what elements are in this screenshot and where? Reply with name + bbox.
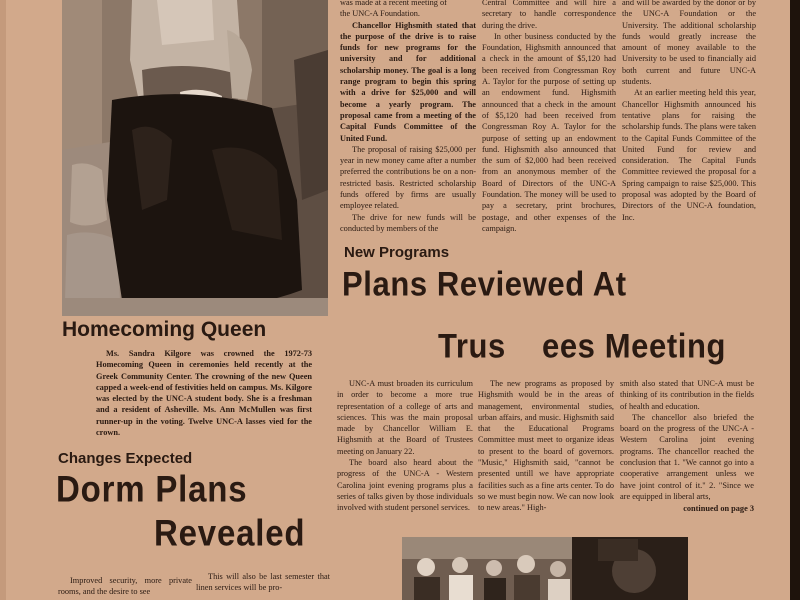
campaign-col1-p5: The drive for new funds will be conducted by members of the xyxy=(340,212,476,233)
homecoming-headline: Homecoming Queen xyxy=(62,318,267,341)
dorm-col1-p1: Improved security, more private rooms, and the desire to see xyxy=(58,576,192,597)
dorm-column-1 xyxy=(58,575,192,598)
programs-kicker: New Programs xyxy=(344,244,450,261)
homecoming-text xyxy=(96,348,312,438)
programs-col1-p1: UNC-A must broaden its curriculum in order to become a more true representation of a college of arts and sciences. This was the main proposal made by Chancellor William E. Highsmith at the Board of Trustees meeting on January 22. xyxy=(337,379,473,456)
programs-col3-p1: smith also stated that UNC-A must be thinking of its contribution in the fields of health and education. xyxy=(620,379,754,411)
programs-col1-p2: The board also heard about the progress of the UNC-A - Western Carolina joint evening programs plus a series of talks given by those individuals involved with student personel services. xyxy=(337,458,473,513)
programs-headline-line-1: Plans Reviewed At xyxy=(342,264,627,304)
homecoming-text-p1: Ms. Sandra Kilgore was crowned the 1972-73 Homecoming Queen in ceremonies held recently at the Greek Community Center. The crowning of the new Queen capped a week-end of festivities held on campus. Ms. Kilgore was elected by the UNC-A student body. She is a freshman and a resident of Asheville. Ms. Ann McMullen was first runner-up in the voting. Twelve UNC-A lasses vied for the crown. xyxy=(96,349,312,438)
dorm-headline-line-2: Revealed xyxy=(154,512,306,554)
programs-col2-p1: The new programs as proposed by Highsmith would be in the areas of management, environmental studies, urban affairs, and music. Highsmith said that the Educational Programs Committee must meet to organize ideas to present to the board of governors. "Music," Highsmith said, "cannot be presented untill we have appropriate facilities such as a fine arts center. To do so we must begin now. We can now look to new areas." High- xyxy=(478,379,614,513)
dorm-col2-p1: This will also be last semester that linen services will be pro- xyxy=(196,572,330,593)
campaign-column-2 xyxy=(482,0,616,234)
campaign-col1-p1: was made at a recent meeting of xyxy=(340,0,447,7)
dorm-column-2 xyxy=(196,571,330,594)
campaign-column-1 xyxy=(340,0,476,234)
dorm-headline-line-1: Dorm Plans xyxy=(56,468,248,510)
campaign-column-3 xyxy=(622,0,756,223)
programs-column-3 xyxy=(620,378,754,515)
programs-column-1 xyxy=(337,378,473,514)
campaign-col2-p1: Central Committee and will hire a secretary to handle correspondence during the drive. xyxy=(482,0,616,30)
campaign-col1-p4: The proposal of raising $25,000 per year in new money came after a number preferred the contributions be on a non-restricted basis. Restricted scholarship funds offered by firms are usually employee related. xyxy=(340,144,476,211)
campaign-col1-p3: Chancellor Highsmith stated that the purpose of the drive is to raise funds for new programs for the university and for additional scholarship money. The goal is a long range program to begin this spring with a drive for $25,000 and will become a yearly program. The proposal came from a meeting of the Capital Funds Committee of the United Fund. xyxy=(340,20,476,143)
homecoming-queen-photo xyxy=(62,0,328,316)
group-photo xyxy=(402,537,688,600)
campaign-col3-p2: At an earlier meeting held this year, Chancellor Highsmith announced his tentative plans for raising the scholarship funds. The plans were taken to the Capital Funds Committee of the United Fund for review and consideration. The Capital Funds Committee reviewed the proposal for a Spring campaign to raise $25,000. This proposal was adopted by the Board of Directors of the UNC-A foundation, Inc. xyxy=(622,88,756,222)
page-right-edge xyxy=(790,0,800,600)
programs-headline-line-2a: Trus xyxy=(438,326,506,366)
campaign-col1-p2: the UNC-A Foundation. xyxy=(340,9,420,19)
programs-col3-p2: The chancellor also briefed the board on the progress of the UNC-A - Western Carolina joint evening programs. The chancellor reached the conclusion that 1. "We cannot go into a cooperative arrangement unless we have joint control of it." 2. "Since we are equipped in liberal arts, xyxy=(620,412,754,501)
programs-column-2 xyxy=(478,378,614,514)
page-left-edge xyxy=(0,0,6,600)
dorm-kicker: Changes Expected xyxy=(58,450,193,467)
programs-headline-line-2b: ees Meeting xyxy=(542,326,727,366)
programs-continued-note: continued on page 3 xyxy=(683,504,754,514)
campaign-col2-p2: In other business conducted by the Foundation, Highsmith announced that a check in the amount of $5,120 had been received from Congressman Roy A. Taylor for the purpose of setting up an endowment fund. Highsmith announced that a check in the amount of $5,120 had been received from Congressman Roy A. Taylor for the purpose of setting up an endowment fund. Highsmith also announced that the sum of $2,000 had been received from an anonymous member of the Board of Directors of the UNC-A Foundation. The money will be used to pay a secretary, print brochures, postage, and other expenses of the campaign. xyxy=(482,31,616,233)
campaign-col3-p1: and will be awarded by the donor or by the UNC-A Foundation or the University. The additional scholarship funds would greatly increase the amount of money available to the University to be used to financially aid both current and future UNC-A students. xyxy=(622,0,756,87)
